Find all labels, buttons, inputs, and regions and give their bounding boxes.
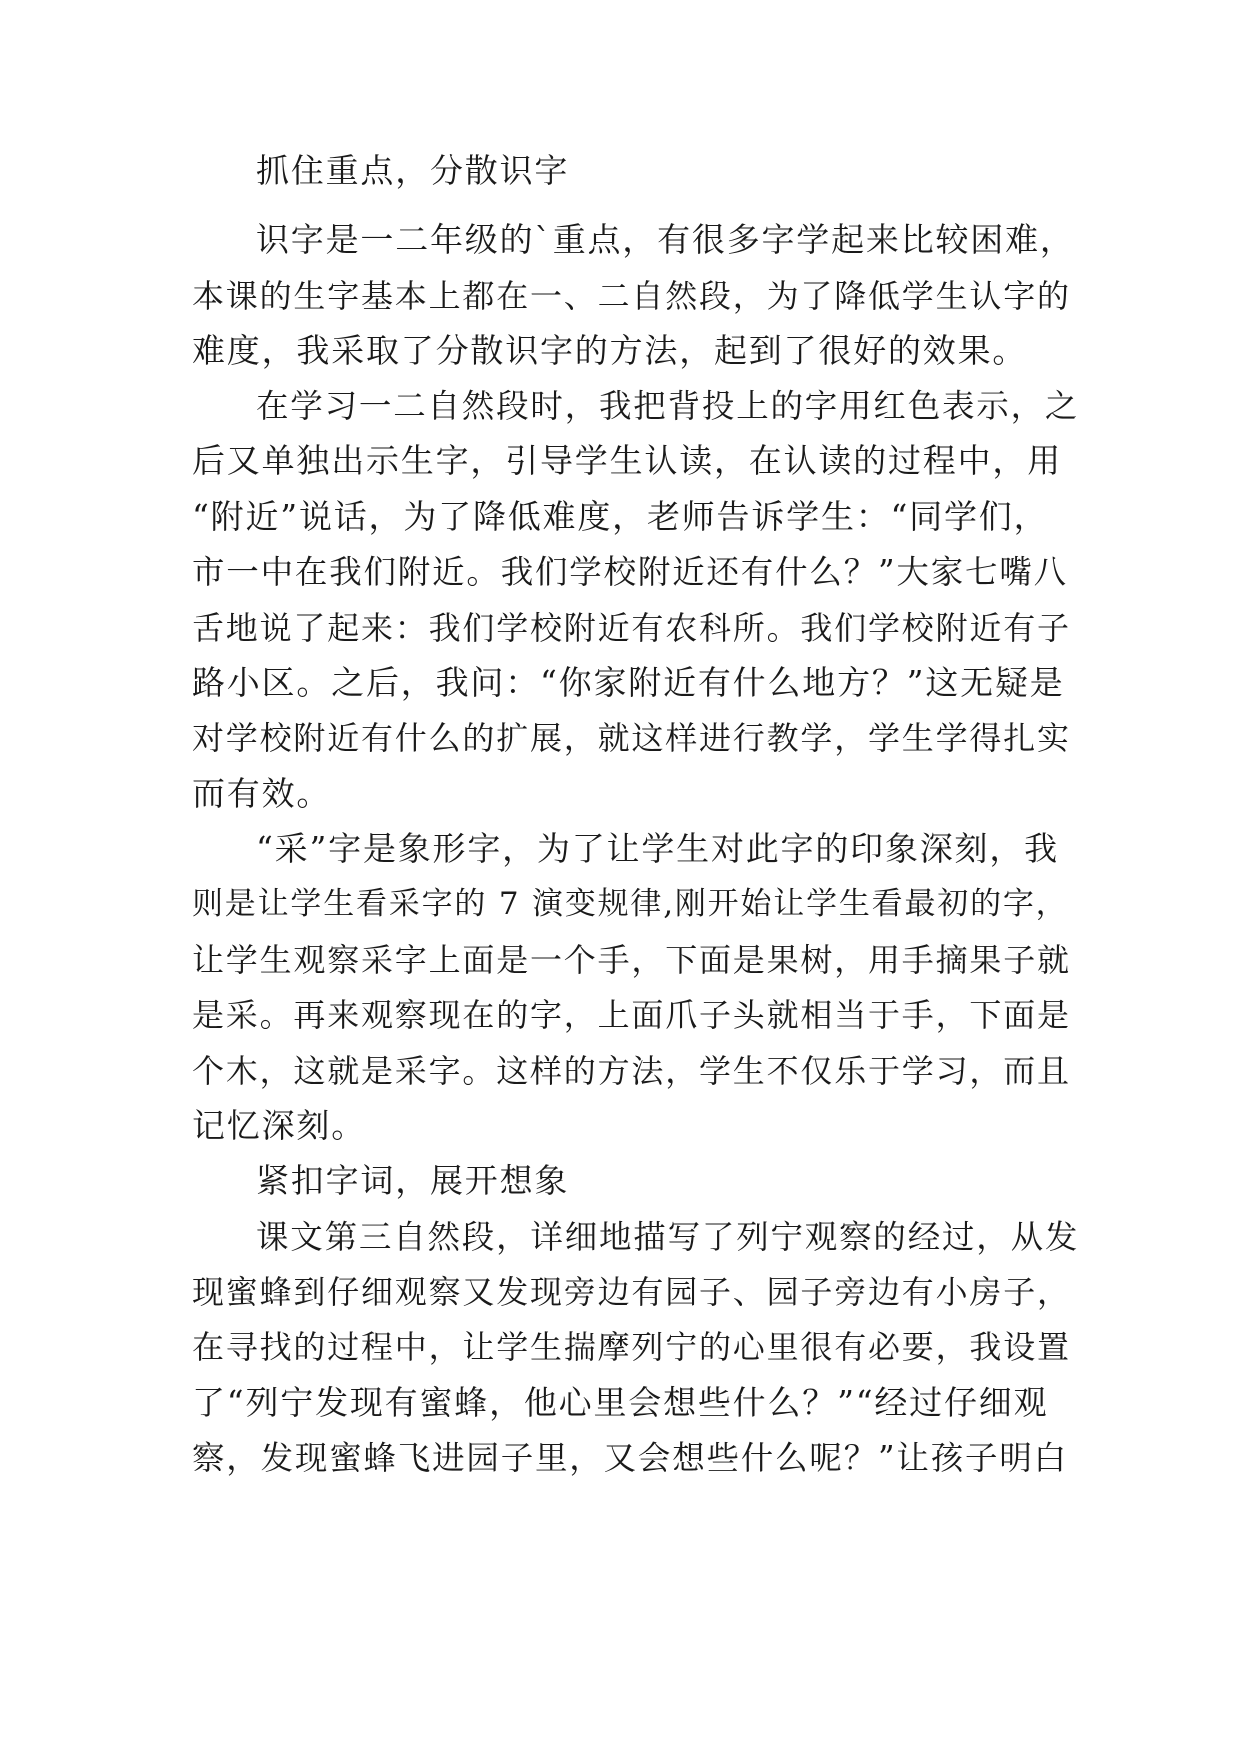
paragraph-line: “附近”说话，为了降低难度，老师告诉学生：“同学们， xyxy=(192,497,1049,536)
paragraph-line: 课文第三自然段，详细地描写了列宁观察的经过，从发 xyxy=(256,1218,1080,1256)
paragraph-line: 后又单独出示生字，引导学生认读，在认读的过程中，用 xyxy=(192,441,1062,480)
paragraph-line: 是采。再来观察现在的字，上面爪子头就相当于手，下面是 xyxy=(192,996,1071,1034)
section-heading: 紧扣字词，展开想象 xyxy=(256,1161,570,1200)
paragraph-line: “采”字是象形字，为了让学生对此字的印象深刻，我 xyxy=(256,829,1059,868)
paragraph-line: 了“列宁发现有蜜蜂，他心里会想些什么？”“经过仔细观 xyxy=(192,1383,1049,1422)
paragraph-line: 难度，我采取了分散识字的方法，起到了很好的效果。 xyxy=(192,331,1028,370)
paragraph-line: 识字是一二年级的`重点，有很多字学起来比较困难， xyxy=(256,220,1075,259)
paragraph-line: 让学生观察采字上面是一个手，下面是果树，用手摘果子就 xyxy=(192,941,1071,979)
paragraph-line: 则是让学生看采字的 7 演变规律,刚开始让学生看最初的字， xyxy=(192,886,1069,922)
paragraph-line: 对学校附近有什么的扩展，就这样进行教学，学生学得扎实 xyxy=(192,719,1071,757)
paragraph-line: 个木，这就是采字。这样的方法，学生不仅乐于学习，而且 xyxy=(192,1052,1071,1090)
paragraph-line: 现蜜蜂到仔细观察又发现旁边有园子、园子旁边有小房子， xyxy=(192,1273,1071,1311)
paragraph-line: 记忆深刻。 xyxy=(192,1106,366,1145)
paragraph-line: 本课的生字基本上都在一、二自然段，为了降低学生认字的 xyxy=(192,277,1071,315)
paragraph-line: 在寻找的过程中，让学生揣摩列宁的心里很有必要，我设置 xyxy=(192,1328,1071,1366)
section-heading: 抓住重点，分散识字 xyxy=(256,151,570,190)
paragraph-line: 而有效。 xyxy=(192,774,332,813)
paragraph-line: 市一中在我们附近。我们学校附近还有什么？”大家七嘴八 xyxy=(192,553,1068,591)
paragraph-line: 察，发现蜜蜂飞进园子里，又会想些什么呢？”让孩子明白 xyxy=(192,1439,1068,1477)
paragraph-line: 在学习一二自然段时，我把背投上的字用红色表示，之 xyxy=(256,387,1080,425)
paragraph-line: 路小区。之后，我问：“你家附近有什么地方？”这无疑是 xyxy=(192,663,1065,702)
paragraph-line: 舌地说了起来：我们学校附近有农科所。我们学校附近有子 xyxy=(192,609,1071,647)
